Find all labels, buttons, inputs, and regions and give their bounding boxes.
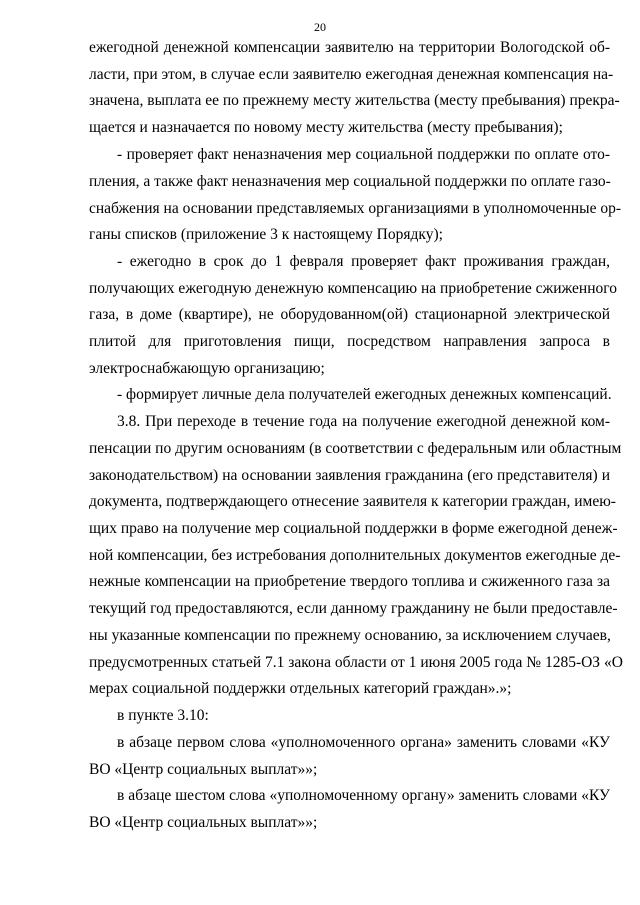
text-line: документа, подтверждающего отнесение заявителя к категории граждан, имею- bbox=[89, 493, 616, 510]
text-line: - формирует личные дела получателей ежегодных денежных компенсаций. bbox=[117, 386, 612, 403]
text-line: ны указанные компенсации по прежнему основанию, за исключением случаев, bbox=[89, 627, 611, 644]
text-line: законодательством) на основании заявления гражданина (его представителя) и bbox=[89, 467, 610, 484]
text-line: ласти, при этом, в случае если заявителю ежегодная денежная компенсация на- bbox=[89, 66, 614, 83]
text-line: получающих ежегодную денежную компенсацию на приобретение сжиженного bbox=[89, 280, 617, 297]
text-line: нежные компенсации на приобретение твердого топлива и сжиженного газа за bbox=[89, 573, 610, 590]
text-line: - ежегодно в срок до 1 февраля проверяет факт проживания граждан, bbox=[117, 253, 610, 270]
text-line: ВО «Центр социальных выплат»»; bbox=[89, 814, 318, 831]
text-line: 3.8. При переходе в течение года на получение ежегодной денежной ком- bbox=[117, 413, 610, 430]
text-line: в пункте 3.10: bbox=[117, 707, 209, 724]
text-line: ВО «Центр социальных выплат»»; bbox=[89, 761, 318, 778]
text-line: - проверяет факт неназначения мер социальной поддержки по оплате ото- bbox=[117, 146, 610, 163]
text-line: мерах социальной поддержки отдельных категорий граждан».»; bbox=[89, 680, 512, 697]
text-line: предусмотренных статьей 7.1 закона области от 1 июня 2005 года № 1285-ОЗ «О bbox=[89, 654, 623, 671]
text-line: щих право на получение мер социальной поддержки в форме ежегодной денеж- bbox=[89, 520, 618, 537]
text-line: ной компенсации, без истребования дополнительных документов ежегодные де- bbox=[89, 547, 621, 564]
text-line: ежегодной денежной компенсации заявителю на территории Вологодской об- bbox=[89, 39, 610, 56]
text-line: ганы списков (приложение 3 к настоящему Порядку); bbox=[89, 226, 443, 243]
text-line: плитой для приготовления пищи, посредством направления запроса в bbox=[89, 333, 610, 350]
text-line: щается и назначается по новому месту жительства (месту пребывания); bbox=[89, 119, 563, 136]
text-line: в абзаце шестом слова «уполномоченному органу» заменить словами «КУ bbox=[117, 787, 610, 804]
text-line: в абзаце первом слова «уполномоченного органа» заменить словами «КУ bbox=[117, 734, 610, 751]
text-line: текущий год предоставляются, если данному гражданину не были предоставле- bbox=[89, 600, 618, 617]
text-line: электроснабжающую организацию; bbox=[89, 360, 325, 377]
text-line: снабжения на основании представляемых организациями в уполномоченные ор- bbox=[89, 200, 621, 217]
text-line: значена, выплата ее по прежнему месту жительства (месту пребывания) прекра- bbox=[89, 92, 620, 109]
text-line: газа, в доме (квартире), не оборудованном(ой) стационарной электрической bbox=[89, 306, 610, 323]
page-number: 20 bbox=[314, 20, 326, 34]
text-line: пления, а также факт неназначения мер социальной поддержки по оплате газо- bbox=[89, 173, 611, 190]
text-line: пенсации по другим основаниям (в соответствии с федеральным или областным bbox=[89, 440, 622, 457]
